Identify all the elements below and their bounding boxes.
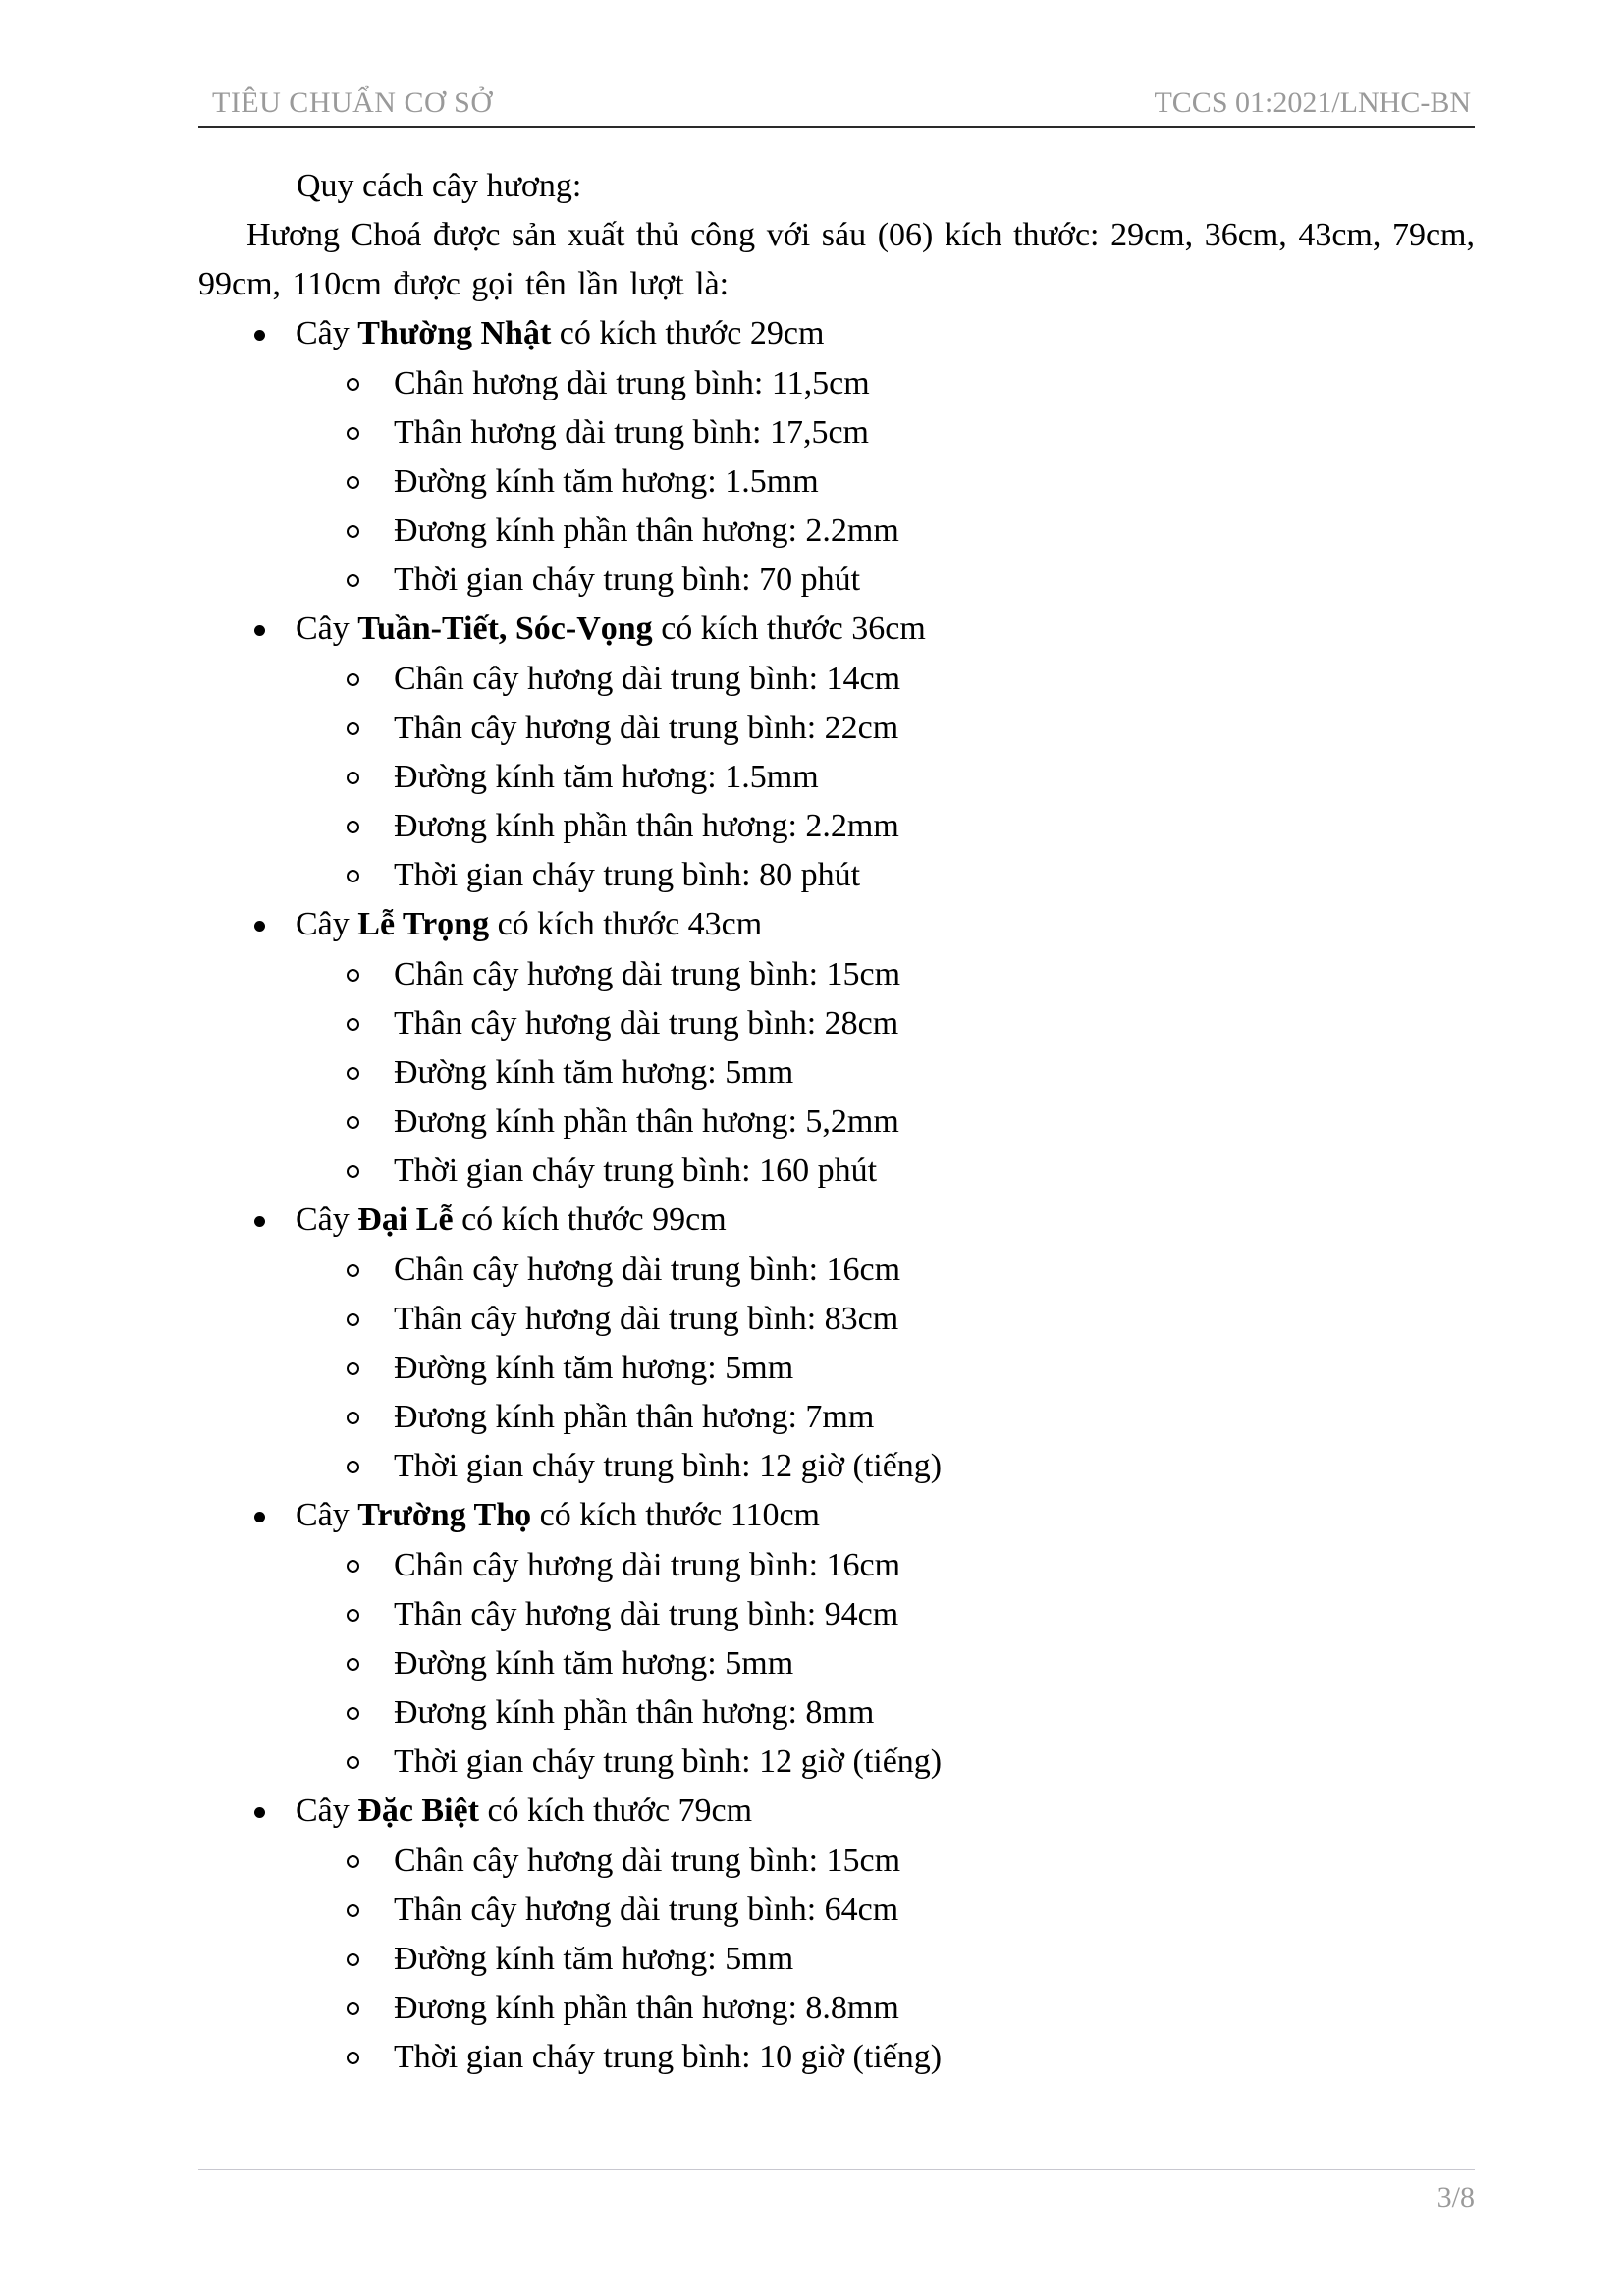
detail-text: Chân cây hương dài trung bình: 16cm (394, 1547, 901, 1583)
detail-text: Thân cây hương dài trung bình: 83cm (394, 1301, 899, 1337)
detail-text: Đương kính phần thân hương: 8mm (394, 1694, 875, 1731)
circle-bullet-icon (347, 476, 359, 489)
bullet-icon (254, 330, 265, 341)
detail-text: Thời gian cháy trung bình: 70 phút (394, 561, 861, 598)
circle-bullet-icon (347, 1658, 359, 1671)
detail-text: Thân hương dài trung bình: 17,5cm (394, 414, 870, 451)
footer-divider (198, 2169, 1475, 2170)
detail-text: Thân cây hương dài trung bình: 28cm (394, 1005, 899, 1041)
circle-bullet-icon (347, 1067, 359, 1080)
header-standard-code: TCCS 01:2021/LNHC-BN (1154, 86, 1471, 119)
circle-bullet-icon (347, 1018, 359, 1031)
circle-bullet-icon (347, 427, 359, 440)
circle-bullet-icon (347, 1609, 359, 1622)
detail-item (198, 359, 1475, 408)
detail-item (198, 556, 1475, 605)
detail-item (198, 1295, 1475, 1344)
document-body (198, 162, 1475, 2082)
detail-item (198, 1344, 1475, 1393)
category-size: có kích thước 79cm (478, 1792, 753, 1829)
circle-bullet-icon (347, 673, 359, 686)
page-number: 3/8 (1436, 2181, 1475, 2214)
category-size: có kích thước 43cm (489, 906, 763, 942)
category-item (198, 605, 1475, 655)
detail-text: Thời gian cháy trung bình: 12 giờ (tiếng) (394, 1743, 943, 1780)
detail-item (198, 753, 1475, 802)
detail-item (198, 1688, 1475, 1737)
detail-item (198, 1147, 1475, 1196)
circle-bullet-icon (347, 1904, 359, 1917)
detail-text: Đường kính tăm hương: 1.5mm (394, 463, 819, 500)
detail-item (198, 999, 1475, 1048)
detail-text: Chân cây hương dài trung bình: 14cm (394, 661, 901, 697)
detail-item (198, 1590, 1475, 1639)
category-item (198, 1491, 1475, 1541)
category-item (198, 1196, 1475, 1246)
circle-bullet-icon (347, 1412, 359, 1424)
detail-item (198, 1984, 1475, 2033)
category-prefix: Cây (296, 1497, 358, 1533)
detail-item (198, 1886, 1475, 1935)
detail-item (198, 1048, 1475, 1097)
bullet-icon (254, 921, 265, 932)
circle-bullet-icon (347, 1707, 359, 1720)
detail-text: Chân cây hương dài trung bình: 15cm (394, 1842, 901, 1879)
detail-item (198, 1541, 1475, 1590)
detail-text: Thời gian cháy trung bình: 12 giờ (tiếng) (394, 1448, 943, 1484)
detail-item (198, 1246, 1475, 1295)
category-item (198, 900, 1475, 950)
detail-item (198, 507, 1475, 556)
circle-bullet-icon (347, 1560, 359, 1573)
circle-bullet-icon (347, 1165, 359, 1178)
page-header (198, 86, 1475, 128)
category-size: có kích thước 29cm (551, 315, 825, 351)
bullet-icon (254, 1807, 265, 1818)
category-prefix: Cây (296, 1792, 358, 1829)
category-list (198, 309, 1475, 2082)
detail-item (198, 1097, 1475, 1147)
detail-item (198, 1393, 1475, 1442)
detail-item (198, 950, 1475, 999)
category-name: Đại Lễ (357, 1201, 454, 1238)
detail-text: Đường kính tăm hương: 5mm (394, 1645, 794, 1682)
detail-text: Thời gian cháy trung bình: 10 giờ (tiếng) (394, 2039, 943, 2075)
detail-item (198, 851, 1475, 900)
detail-item (198, 1442, 1475, 1491)
category-item (198, 1787, 1475, 1837)
detail-item (198, 1935, 1475, 1984)
detail-item (198, 1737, 1475, 1787)
category-name: Lễ Trọng (357, 906, 490, 942)
detail-text: Đương kính phần thân hương: 8.8mm (394, 1990, 899, 2026)
circle-bullet-icon (347, 1313, 359, 1326)
detail-item (198, 408, 1475, 457)
detail-text: Thân cây hương dài trung bình: 64cm (394, 1892, 899, 1928)
detail-text: Đường kính tăm hương: 1.5mm (394, 759, 819, 795)
bullet-icon (254, 1512, 265, 1522)
circle-bullet-icon (347, 574, 359, 587)
spec-title: Quy cách cây hương: (297, 168, 582, 204)
circle-bullet-icon (347, 722, 359, 735)
category-size: có kích thước 36cm (652, 611, 926, 647)
detail-text: Thân cây hương dài trung bình: 22cm (394, 710, 899, 746)
detail-text: Chân hương dài trung bình: 11,5cm (394, 365, 870, 401)
detail-text: Đường kính tăm hương: 5mm (394, 1054, 794, 1091)
circle-bullet-icon (347, 772, 359, 784)
circle-bullet-icon (347, 870, 359, 882)
category-item (198, 309, 1475, 359)
detail-text: Thời gian cháy trung bình: 80 phút (394, 857, 861, 893)
detail-text: Đương kính phần thân hương: 7mm (394, 1399, 875, 1435)
circle-bullet-icon (347, 1116, 359, 1129)
detail-text: Đương kính phần thân hương: 2.2mm (394, 808, 899, 844)
header-standard-title: TIÊU CHUẨN CƠ SỞ (212, 86, 493, 119)
circle-bullet-icon (347, 1756, 359, 1769)
circle-bullet-icon (347, 1264, 359, 1277)
detail-item (198, 2033, 1475, 2082)
category-name: Thường Nhật (357, 315, 552, 351)
detail-item (198, 655, 1475, 704)
detail-item (198, 704, 1475, 753)
detail-text: Chân cây hương dài trung bình: 15cm (394, 956, 901, 992)
circle-bullet-icon (347, 525, 359, 538)
circle-bullet-icon (347, 821, 359, 833)
category-name: Đặc Biệt (357, 1792, 479, 1829)
circle-bullet-icon (347, 1461, 359, 1473)
detail-text: Đương kính phần thân hương: 5,2mm (394, 1103, 899, 1140)
detail-item (198, 1837, 1475, 1886)
circle-bullet-icon (347, 1362, 359, 1375)
detail-text: Chân cây hương dài trung bình: 16cm (394, 1252, 901, 1288)
circle-bullet-icon (347, 378, 359, 391)
circle-bullet-icon (347, 2002, 359, 2015)
intro-text: Hương Choá được sản xuất thủ công với sáu (06) kích thước: 29cm, 36cm, 43cm, 79cm, 99cm, 110cm được gọi tên lần lượt là: (198, 217, 1475, 302)
category-prefix: Cây (296, 906, 358, 942)
category-name: Trường Thọ (357, 1497, 532, 1533)
circle-bullet-icon (347, 969, 359, 982)
detail-item (198, 802, 1475, 851)
detail-text: Đương kính phần thân hương: 2.2mm (394, 512, 899, 549)
category-size: có kích thước 99cm (453, 1201, 727, 1238)
detail-text: Thân cây hương dài trung bình: 94cm (394, 1596, 899, 1632)
category-prefix: Cây (296, 315, 358, 351)
category-prefix: Cây (296, 611, 358, 647)
detail-item (198, 1639, 1475, 1688)
circle-bullet-icon (347, 1855, 359, 1868)
bullet-icon (254, 1216, 265, 1227)
circle-bullet-icon (347, 2052, 359, 2064)
detail-text: Thời gian cháy trung bình: 160 phút (394, 1152, 878, 1189)
category-prefix: Cây (296, 1201, 358, 1238)
detail-item (198, 457, 1475, 507)
intro-paragraph (198, 211, 1475, 309)
detail-text: Đường kính tăm hương: 5mm (394, 1350, 794, 1386)
circle-bullet-icon (347, 1953, 359, 1966)
detail-text: Đường kính tăm hương: 5mm (394, 1941, 794, 1977)
category-name: Tuần-Tiết, Sóc-Vọng (357, 611, 653, 647)
category-size: có kích thước 110cm (531, 1497, 820, 1533)
bullet-icon (254, 625, 265, 636)
